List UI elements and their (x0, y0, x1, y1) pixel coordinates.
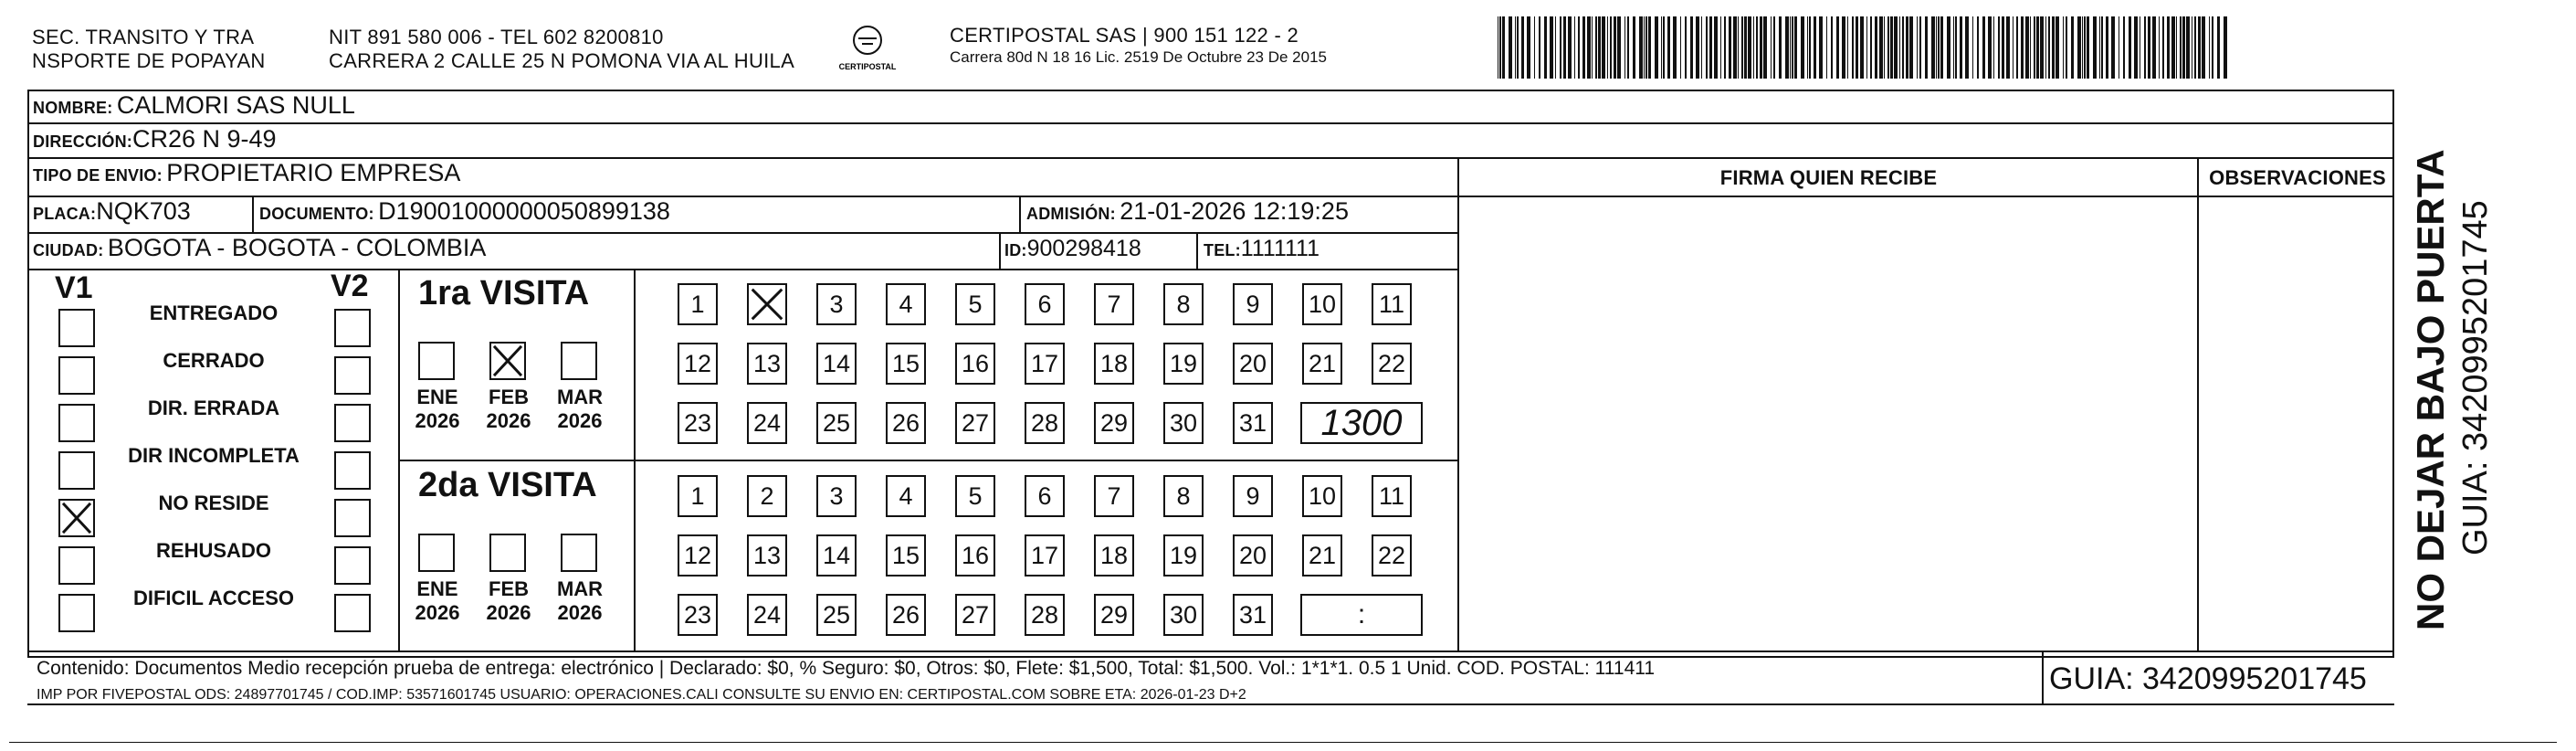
type-value: PROPIETARIO EMPRESA (166, 159, 461, 186)
city-field (33, 234, 486, 262)
day-number: 16 (961, 349, 990, 377)
document-label: DOCUMENTO: (259, 205, 374, 223)
v1-checkbox-3[interactable] (58, 404, 95, 442)
first-month-checkbox-1[interactable] (418, 342, 455, 380)
first-day-22[interactable] (1372, 343, 1412, 385)
document-field (259, 197, 670, 226)
day-number: 22 (1377, 349, 1406, 377)
first-day-5[interactable] (955, 283, 995, 325)
second-month-checkbox-2[interactable] (489, 534, 526, 572)
sender-contact-block (329, 26, 794, 73)
day-number: 12 (683, 541, 712, 569)
type-field (33, 159, 460, 187)
day-number: 8 (1176, 290, 1191, 318)
first-day-6[interactable] (1025, 283, 1065, 325)
plate-value: NQK703 (96, 197, 191, 225)
logo-text: CERTIPOSTAL (838, 62, 897, 71)
address-field (33, 125, 277, 153)
v2-checkbox-6[interactable] (334, 546, 371, 585)
day-number: 17 (1030, 349, 1059, 377)
admission-value: 21-01-2026 12:19:25 (1120, 197, 1349, 225)
second-day-30[interactable] (1163, 594, 1204, 636)
day-number: 26 (891, 600, 920, 629)
first-day-28[interactable] (1025, 402, 1065, 444)
first-day-24[interactable] (747, 402, 787, 444)
v1-checkbox-1[interactable] (58, 309, 95, 347)
second-day-1[interactable] (678, 475, 718, 517)
first-day-9[interactable] (1233, 283, 1273, 325)
day-number: 30 (1169, 408, 1198, 437)
type-label: TIPO DE ENVIO: (33, 166, 163, 185)
first-day-3[interactable] (816, 283, 857, 325)
second-day-8[interactable] (1163, 475, 1204, 517)
status-label: DIFICIL ACCESO (132, 587, 294, 609)
name-value: CALMORI SAS NULL (116, 91, 355, 119)
day-number: 1 (690, 481, 705, 510)
v1-label: V1 (55, 270, 93, 305)
side-notice: NO DEJAR BAJO PUERTA (2409, 149, 2452, 630)
first-day-2[interactable] (747, 283, 787, 325)
first-day-17[interactable] (1025, 343, 1065, 385)
month-year: 2026 (486, 409, 531, 432)
day-number: 29 (1099, 408, 1129, 437)
first-visit-title: 1ra VISITA (418, 274, 590, 312)
first-day-13[interactable] (747, 343, 787, 385)
status-label: DIR INCOMPLETA (128, 444, 300, 467)
second-day-26[interactable] (886, 594, 926, 636)
v1-checkbox-7[interactable] (58, 594, 95, 632)
month-year: 2026 (486, 601, 531, 624)
second-day-12[interactable] (678, 534, 718, 576)
first-day-14[interactable] (816, 343, 857, 385)
day-number: 13 (752, 541, 782, 569)
first-day-19[interactable] (1163, 343, 1204, 385)
second-month-checkbox-1[interactable] (418, 534, 455, 572)
day-number: 25 (822, 408, 851, 437)
v2-label: V2 (331, 269, 369, 303)
second-day-18[interactable] (1094, 534, 1134, 576)
first-day-31[interactable] (1233, 402, 1273, 444)
first-day-18[interactable] (1094, 343, 1134, 385)
day-number: 26 (891, 408, 920, 437)
day-number: 10 (1308, 290, 1337, 318)
admission-label: ADMISIÓN: (1026, 205, 1116, 223)
nit-line: NIT 891 580 006 - TEL 602 8200810 (329, 26, 664, 48)
day-number: 27 (961, 600, 990, 629)
day-number: 18 (1099, 541, 1129, 569)
first-month-checkbox-2[interactable] (489, 342, 526, 380)
address-label: DIRECCIÓN: (33, 132, 132, 151)
v2-checkbox-5[interactable] (334, 499, 371, 537)
second-day-4[interactable] (886, 475, 926, 517)
month-name: MAR (556, 386, 604, 408)
day-number: 22 (1377, 541, 1406, 569)
second-day-14[interactable] (816, 534, 857, 576)
month-year: 2026 (557, 409, 603, 432)
day-number: 21 (1308, 349, 1337, 377)
content-line: Contenido: Documentos Medio recepción prueba de entrega: electrónico | Declarado: $0, % Seguro: $0, Otros: $0, Flete: $1,500, Total: $1,500. Vol.: 1*1*1. 0.5 1 Unid. COD. POSTAL: 111411 (37, 658, 1656, 679)
second-day-13[interactable] (747, 534, 787, 576)
first-day-23[interactable] (678, 402, 718, 444)
day-number: 3 (829, 481, 844, 510)
first-day-4[interactable] (886, 283, 926, 325)
sender-block (32, 26, 266, 73)
second-day-25[interactable] (816, 594, 857, 636)
imp-line: IMP POR FIVEPOSTAL ODS: 24897701745 / COD.IMP: 53571601745 USUARIO: OPERACIONES.CALI CONSULTE SU ENVIO EN: CERTIPOSTAL.COM SOBRE ETA: 2026-01-23 D+2 (37, 687, 1246, 703)
city-label: CIUDAD: (33, 241, 104, 259)
second-day-17[interactable] (1025, 534, 1065, 576)
first-day-15[interactable] (886, 343, 926, 385)
signature-header: FIRMA QUIEN RECIBE (1719, 166, 1938, 189)
courier-line-2: Carrera 80d N 18 16 Lic. 2519 De Octubre 23 De 2015 (950, 48, 1327, 66)
day-number: 5 (968, 290, 983, 318)
day-number: 15 (891, 541, 920, 569)
day-number: 27 (961, 408, 990, 437)
day-number: 11 (1378, 290, 1405, 318)
first-day-30[interactable] (1163, 402, 1204, 444)
courier-block (950, 24, 1327, 68)
month-year: 2026 (415, 409, 460, 432)
sender-line-2: NSPORTE DE POPAYAN (32, 49, 266, 72)
day-number: 29 (1099, 600, 1129, 629)
second-day-29[interactable] (1094, 594, 1134, 636)
tel-label: TEL: (1204, 241, 1241, 259)
barcode (1498, 16, 2228, 79)
second-day-15[interactable] (886, 534, 926, 576)
second-day-5[interactable] (955, 475, 995, 517)
second-day-22[interactable] (1372, 534, 1412, 576)
observations-header: OBSERVACIONES (2209, 166, 2386, 189)
day-number: 13 (752, 349, 782, 377)
v2-checkbox-7[interactable] (334, 594, 371, 632)
day-number: 14 (822, 541, 851, 569)
id-field (1004, 236, 1141, 262)
first-day-20[interactable] (1233, 343, 1273, 385)
month-name: FEB (489, 577, 529, 600)
status-label: ENTREGADO (149, 301, 279, 324)
second-day-7[interactable] (1094, 475, 1134, 517)
day-number: 12 (683, 349, 712, 377)
plate-field (33, 197, 191, 226)
first-time-value: 1300 (1320, 402, 1403, 443)
day-number: 4 (899, 481, 913, 510)
month-year: 2026 (557, 601, 603, 624)
day-number: 24 (752, 408, 782, 437)
second-day-10[interactable] (1302, 475, 1342, 517)
admission-field (1026, 197, 1349, 226)
v1-checkbox-2[interactable] (58, 356, 95, 395)
second-day-19[interactable] (1163, 534, 1204, 576)
v1-checkbox-6[interactable] (58, 546, 95, 585)
day-number: 30 (1169, 600, 1198, 629)
first-month-label (477, 386, 541, 433)
v2-checkbox-3[interactable] (334, 404, 371, 442)
tel-field (1204, 236, 1320, 262)
v2-checkbox-2[interactable] (334, 356, 371, 395)
day-number: 19 (1169, 541, 1198, 569)
first-day-27[interactable] (955, 402, 995, 444)
name-field (33, 91, 355, 120)
second-day-27[interactable] (955, 594, 995, 636)
day-number: 7 (1107, 290, 1121, 318)
day-number: 17 (1030, 541, 1059, 569)
day-number: 31 (1238, 408, 1267, 437)
day-number: 28 (1030, 408, 1059, 437)
first-day-7[interactable] (1094, 283, 1134, 325)
plate-label: PLACA: (33, 205, 97, 223)
second-month-label (477, 577, 541, 625)
status-label: DIR. ERRADA (147, 397, 280, 419)
day-number: 9 (1246, 290, 1260, 318)
day-number: 20 (1238, 349, 1267, 377)
month-name: MAR (556, 577, 604, 600)
first-month-checkbox-3[interactable] (561, 342, 597, 380)
v2-checkbox-1[interactable] (334, 309, 371, 347)
second-month-checkbox-3[interactable] (561, 534, 597, 572)
city-value: BOGOTA - BOGOTA - COLOMBIA (107, 234, 487, 261)
day-number: 4 (899, 290, 913, 318)
first-time-box[interactable] (1300, 402, 1423, 444)
first-day-10[interactable] (1302, 283, 1342, 325)
day-number: 7 (1107, 481, 1121, 510)
month-name: ENE (416, 386, 458, 408)
first-day-21[interactable] (1302, 343, 1342, 385)
courier-line-1: CERTIPOSTAL SAS | 900 151 122 - 2 (950, 24, 1299, 47)
first-month-label (548, 386, 612, 433)
side-guide: GUIA: 3420995201745 (2456, 200, 2495, 555)
second-month-label (405, 577, 469, 625)
month-name: FEB (489, 386, 529, 408)
second-time-value: : (1357, 599, 1366, 629)
day-number: 21 (1308, 541, 1337, 569)
second-day-3[interactable] (816, 475, 857, 517)
day-number: 16 (961, 541, 990, 569)
status-label: CERRADO (163, 349, 265, 372)
second-day-31[interactable] (1233, 594, 1273, 636)
day-number: 23 (683, 600, 712, 629)
day-number: 15 (891, 349, 920, 377)
day-number: 2 (760, 481, 774, 510)
first-day-1[interactable] (678, 283, 718, 325)
day-number: 25 (822, 600, 851, 629)
second-visit-title: 2da VISITA (418, 466, 597, 504)
first-day-29[interactable] (1094, 402, 1134, 444)
second-day-6[interactable] (1025, 475, 1065, 517)
month-name: ENE (416, 577, 458, 600)
id-label: ID: (1004, 241, 1027, 259)
first-day-11[interactable] (1372, 283, 1412, 325)
footer-guide: GUIA: 3420995201745 (2049, 661, 2367, 696)
day-number: 31 (1238, 600, 1267, 629)
document-value: D19001000000050899138 (378, 197, 670, 225)
month-year: 2026 (415, 601, 460, 624)
day-number: 14 (822, 349, 851, 377)
day-number: 11 (1378, 481, 1405, 510)
day-number: 10 (1308, 481, 1337, 510)
day-number: 6 (1037, 481, 1052, 510)
first-day-12[interactable] (678, 343, 718, 385)
day-number: 20 (1238, 541, 1267, 569)
day-number: 9 (1246, 481, 1260, 510)
v2-checkbox-4[interactable] (334, 451, 371, 490)
second-day-23[interactable] (678, 594, 718, 636)
address-value: CR26 N 9-49 (132, 125, 277, 153)
day-number: 1 (690, 290, 705, 318)
v1-checkbox-4[interactable] (58, 451, 95, 490)
day-number: 6 (1037, 290, 1052, 318)
day-number: 3 (829, 290, 844, 318)
second-day-2[interactable] (747, 475, 787, 517)
sender-address-line: CARRERA 2 CALLE 25 N POMONA VIA AL HUILA (329, 49, 795, 72)
first-day-8[interactable] (1163, 283, 1204, 325)
second-month-label (548, 577, 612, 625)
second-day-21[interactable] (1302, 534, 1342, 576)
sender-line-1: SEC. TRANSITO Y TRA (32, 26, 255, 48)
status-label: NO RESIDE (158, 492, 269, 514)
first-month-label (405, 386, 469, 433)
second-time-box[interactable] (1300, 594, 1423, 636)
first-day-16[interactable] (955, 343, 995, 385)
first-day-26[interactable] (886, 402, 926, 444)
day-number: 28 (1030, 600, 1059, 629)
tel-value: 1111111 (1240, 236, 1320, 261)
second-day-11[interactable] (1372, 475, 1412, 517)
first-day-25[interactable] (816, 402, 857, 444)
day-number: 18 (1099, 349, 1129, 377)
certipostal-logo (831, 20, 904, 75)
day-number: 23 (683, 408, 712, 437)
id-value: 900298418 (1026, 236, 1141, 261)
v1-checkbox-5[interactable] (58, 499, 95, 537)
name-label: NOMBRE: (33, 99, 113, 117)
second-day-24[interactable] (747, 594, 787, 636)
second-day-16[interactable] (955, 534, 995, 576)
day-number: 19 (1169, 349, 1198, 377)
second-day-20[interactable] (1233, 534, 1273, 576)
day-number: 8 (1176, 481, 1191, 510)
second-day-28[interactable] (1025, 594, 1065, 636)
second-day-9[interactable] (1233, 475, 1273, 517)
day-number: 5 (968, 481, 983, 510)
status-label: REHUSADO (156, 539, 271, 562)
day-number: 24 (752, 600, 782, 629)
